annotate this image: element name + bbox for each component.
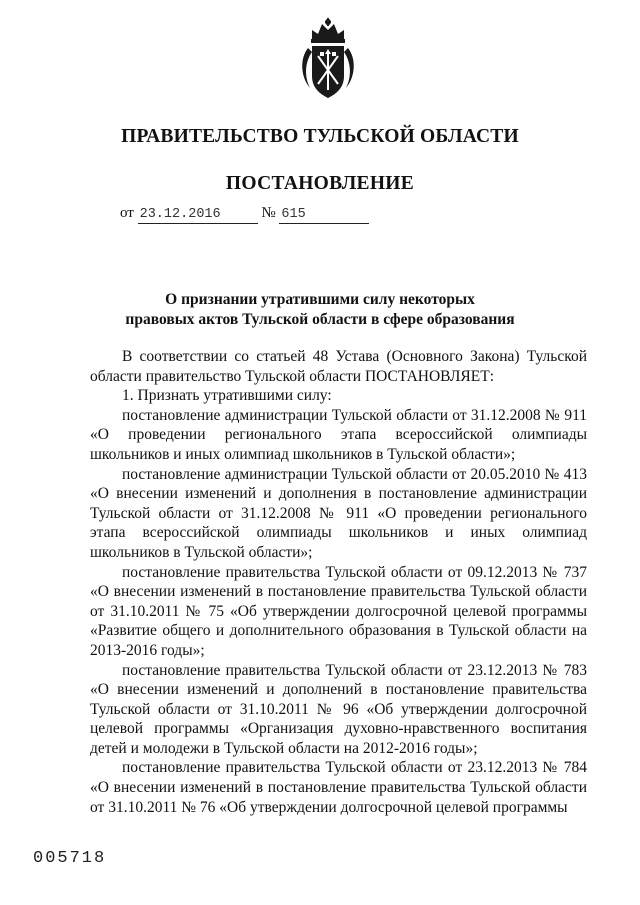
paragraph-act-911: постановление администрации Тульской области от 31.12.2008 № 911 «О проведении регионального этапа всероссийской олимпиады школьников и иных олимпиад школьников в Тульской области»; [90, 406, 587, 463]
subject-line-2: правовых актов Тульской области в сфере образования [125, 311, 515, 328]
paragraph-act-784: постановление правительства Тульской области от 23.12.2013 № 784 «О внесении изменений в постановление правительства Тульской области от 31.10.2011 № 76 «Об утверждении долгосрочной целевой программы [90, 759, 587, 816]
government-title: ПРАВИТЕЛЬСТВО ТУЛЬСКОЙ ОБЛАСТИ [121, 126, 519, 147]
paragraph-act-413: постановление администрации Тульской области от 20.05.2010 № 413 «О внесении изменений и дополнения в постановление администрации Тульской области от 31.12.2008 № 911 «О проведении регионального этапа всероссийской олимпиады школьников и иных олимпиад школьников в Тульской области»; [90, 465, 587, 561]
serial-number: 005718 [33, 849, 107, 868]
document-type: ПОСТАНОВЛЕНИЕ [225, 173, 415, 194]
date-number-line [120, 205, 369, 224]
number-label: № [261, 205, 276, 221]
paragraph-act-783: постановление правительства Тульской области от 23.12.2013 № 783 «О внесении изменений и дополнений в постановление правительства Тульской области от 31.10.2011 № 96 «Об утверждении долгосрочной целевой программы «Организация духовно-нравственного воспитания детей и молодежи в Тульской области на 2012-2016 годы»; [90, 661, 587, 757]
document-subject [0, 290, 640, 330]
number-value: 615 [279, 207, 369, 224]
paragraph-preamble: В соответствии со статьей 48 Устава (Основного Закона) Тульской области правительство Тульской области ПОСТАНОВЛЯЕТ: [90, 348, 587, 385]
subject-line-1: О признании утратившими силу некоторых [165, 291, 475, 308]
paragraph-act-737: постановление правительства Тульской области от 09.12.2013 № 737 «О внесении изменений в постановление правительства Тульской области от 31.10.2011 № 75 «Об утверждении долгосрочной целевой программы «Развитие общего и дополнительного образования в Тульской области на 2013-2016 годы»; [90, 563, 587, 659]
document-body [90, 347, 587, 817]
tula-region-coat-of-arms-icon [298, 18, 358, 100]
date-value: 23.12.2016 [138, 207, 258, 224]
date-label: от [120, 205, 134, 221]
paragraph-item-1: 1. Признать утратившими силу: [122, 387, 332, 405]
